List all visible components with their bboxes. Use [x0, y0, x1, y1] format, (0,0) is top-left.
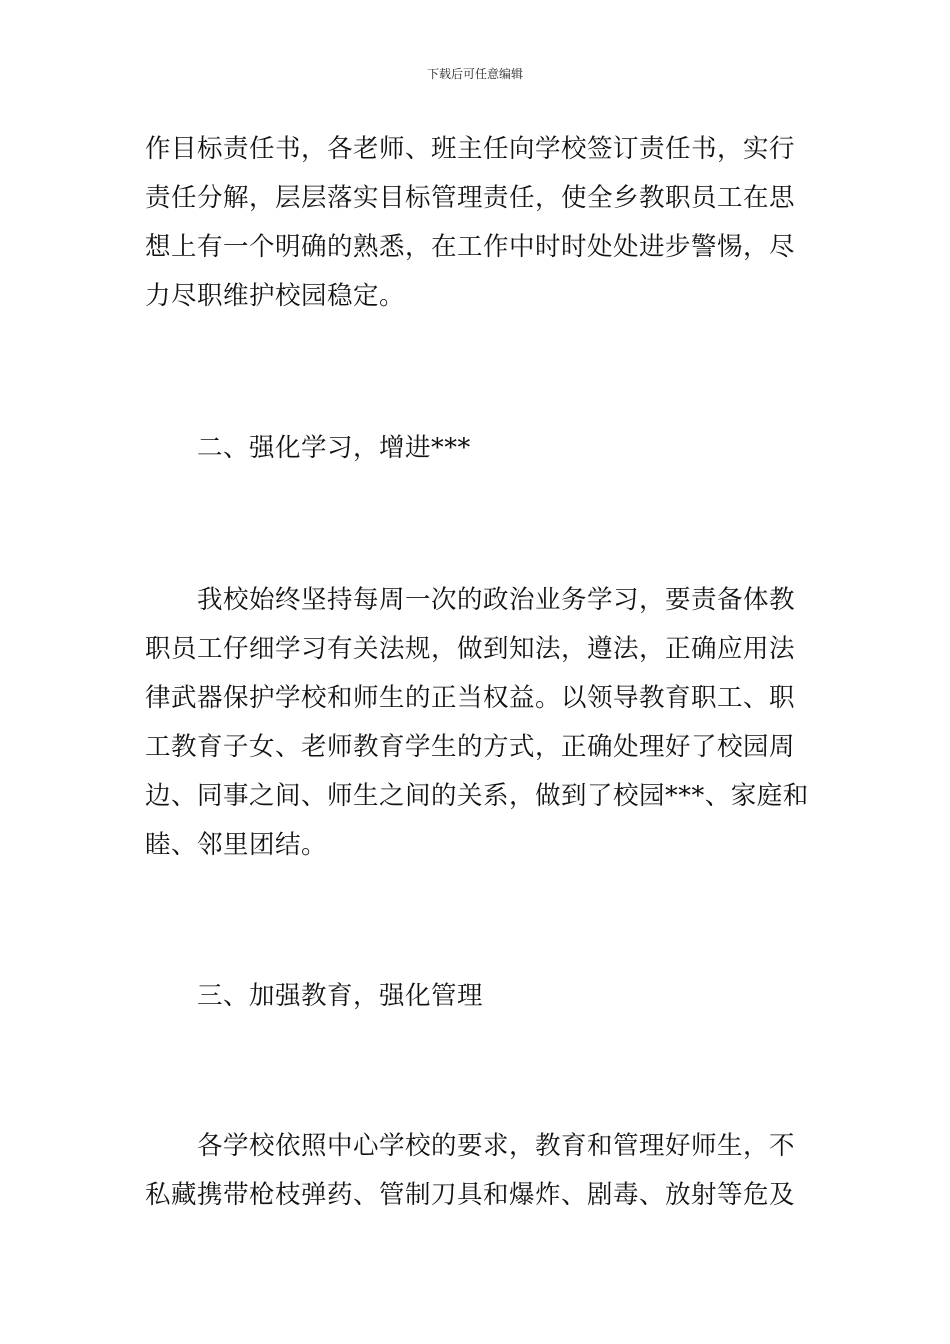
heading-text: 二、强化学习，增进***: [197, 433, 471, 463]
text-line: 睦、邻里团结。: [145, 830, 328, 860]
paragraph-target-responsibility: [145, 125, 810, 321]
heading-text: 三、加强教育，强化管理: [197, 981, 484, 1011]
text-line: 私藏携带枪枝弹药、管制刀具和爆炸、剧毒、放射等危及: [145, 1180, 796, 1210]
text-line: 各学校依照中心学校的要求，教育和管理好师生，不: [197, 1131, 796, 1161]
section-heading-study: [145, 424, 810, 473]
text-line: 职员工仔细学习有关法规，做到知法，遵法，正确应用法: [145, 634, 796, 664]
text-line: 我校始终坚持每周一次的政治业务学习，要责备体教: [197, 585, 796, 615]
text-line: 作目标责任书，各老师、班主任向学校签订责任书，实行: [145, 134, 796, 164]
text-line: 工教育子女、老师教育学生的方式，正确处理好了校园周: [145, 732, 796, 762]
text-line: 想上有一个明确的熟悉，在工作中时时处处进步警惕，尽: [145, 232, 796, 262]
text-line: 力尽职维护校园稳定。: [145, 281, 406, 311]
page-header: 下载后可任意编辑: [426, 67, 523, 81]
paragraph-school-management: [145, 1122, 810, 1220]
paragraph-political-study: [145, 576, 810, 870]
text-line: 律武器保护学校和师生的正当权益。以领导教育职工、职: [145, 683, 796, 713]
section-heading-education: [145, 972, 810, 1021]
text-line: 边、同事之间、师生之间的关系，做到了校园***、家庭和: [145, 781, 809, 811]
text-line: 责任分解，层层落实目标管理责任，使全乡教职员工在思: [145, 183, 796, 213]
